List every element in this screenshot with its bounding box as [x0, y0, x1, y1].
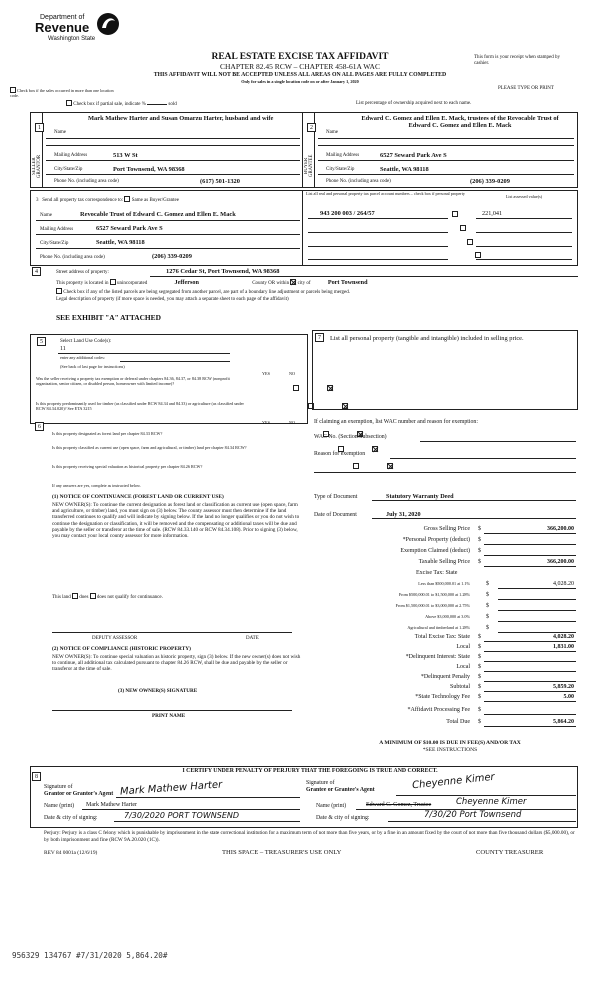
- section-3-name-label: Name: [40, 213, 52, 218]
- tax-taxable-value[interactable]: 366,200.00: [547, 559, 574, 565]
- section-5-q1-yes[interactable]: [293, 385, 299, 391]
- land-does-not-checkbox[interactable]: [90, 593, 96, 599]
- section-3-mailing[interactable]: 6527 Seward Park Ave S: [96, 225, 163, 232]
- print-name-label: PRINT NAME: [152, 713, 186, 719]
- city-name[interactable]: Port Townsend: [327, 279, 368, 286]
- technology-fee-label: *State Technology Fee: [415, 694, 470, 700]
- tax-gross-value[interactable]: 366,200.00: [547, 526, 574, 532]
- subtotal-value[interactable]: 5,859.20: [553, 684, 574, 690]
- delinquent-state-label: *Delinquent Interest: State: [405, 654, 470, 660]
- section-4-num: 4: [32, 267, 41, 276]
- section-6-if-yes: If any answers are yes, complete as instructed below.: [52, 483, 141, 488]
- unincorporated-checkbox[interactable]: [110, 279, 116, 285]
- section-6-yes-header: YES: [262, 420, 270, 425]
- parcel-number[interactable]: 943 200 003 / 264/57: [320, 210, 375, 217]
- county-name[interactable]: Jefferson: [174, 279, 199, 286]
- section-6-q3: Is this property receiving special valuation as historical property per chapter 84.26 RCW?: [52, 464, 203, 469]
- technology-fee-value[interactable]: 5.00: [563, 694, 574, 700]
- logo-line-state: Washington State: [48, 36, 96, 42]
- delinquent-local-label: Local: [456, 664, 470, 670]
- form-warning: THIS AFFIDAVIT WILL NOT BE ACCEPTED UNLESS ALL AREAS ON ALL PAGES ARE FULLY COMPLETED: [153, 72, 447, 78]
- assessed-header: List assessed value(s): [505, 194, 543, 199]
- tax-gross-label: Gross Selling Price: [423, 526, 470, 532]
- grantor-sig-label: Signature of Grantor or Grantor's Agent: [44, 784, 114, 797]
- grantor-date-city[interactable]: 7/30/2020 PORT TOWNSEND: [124, 811, 240, 820]
- seller-name[interactable]: Mark Mathew Harter and Susan Omarzu Harter, husband and wife: [88, 115, 274, 122]
- new-owner-signature-label: (3) NEW OWNER(S) SIGNATURE: [118, 688, 198, 694]
- section-6-q3-no[interactable]: [387, 463, 393, 469]
- grantor-name-label: Name (print): [44, 803, 75, 809]
- seller-city[interactable]: Port Townsend, WA 98368: [113, 166, 185, 173]
- bracket-4-label: Above $3,000,000 at 3.0%: [425, 614, 470, 619]
- partial-sale-checkbox[interactable]: [66, 100, 72, 106]
- notice-2-title: (2) NOTICE OF COMPLIANCE (HISTORIC PROPERTY): [52, 646, 191, 652]
- logo-line-revenue: Revenue: [35, 20, 90, 35]
- reason-label: Reason for exemption: [314, 451, 366, 457]
- buyer-mailing[interactable]: 6527 Seward Park Ave S: [380, 152, 447, 159]
- total-state-label: Total Excise Tax: State: [414, 634, 470, 640]
- tax-exemption-label: Exemption Claimed (deduct): [400, 548, 470, 554]
- wac-claim-label: If claiming an exemption, list WAC number and reason for exemption:: [314, 419, 478, 425]
- type-or-print: PLEASE TYPE OR PRINT: [498, 86, 554, 91]
- buyer-side-label: BUYER GRANTEE: [304, 154, 314, 178]
- wac-no-label: WAC No. (Section/Subsection): [314, 434, 387, 440]
- receipt-note: This form is your receipt when stamped by cashier.: [474, 55, 560, 66]
- notice-1-title: (1) NOTICE OF CONTINUANCE (FOREST LAND OR CURRENT USE): [52, 494, 224, 500]
- parcel-3-personal-checkbox[interactable]: [467, 239, 473, 245]
- see-back-note: (See back of last page for instructions): [60, 364, 125, 369]
- logo-line-dept: Department of: [40, 14, 85, 21]
- qualify-row: This land does does not qualify for continuance.: [52, 595, 163, 600]
- segregated-row: Check box if any of the listed parcels are being segregated from another parcel, are part of a boundary line adjustment or parcels being merged.: [56, 288, 576, 296]
- grantee-date-label: Date & city of signing:: [316, 815, 370, 821]
- street-address[interactable]: 1276 Cedar St, Port Townsend, WA 98368: [166, 268, 280, 275]
- cashier-stamp: 956329 134767 #7/31/2020 5,864.20#: [12, 951, 168, 960]
- section-3-city-label: City/State/Zip: [40, 241, 69, 246]
- section-6-q2: Is this property classified as current use (open space, farm and agricultural, or timber) land per chapter 84.34 RCW?: [52, 445, 247, 450]
- ownership-note: List percentage of ownership acquired next to each name.: [356, 101, 472, 106]
- grantor-date-label: Date & city of signing:: [44, 815, 98, 821]
- section-3-city[interactable]: Seattle, WA 98118: [96, 239, 145, 246]
- legal-exhibit: SEE EXHIBIT "A" ATTACHED: [56, 313, 161, 322]
- seller-name-label: Name: [54, 130, 66, 135]
- buyer-city[interactable]: Seattle, WA 98118: [380, 166, 429, 173]
- within-city-checkbox[interactable]: [290, 279, 296, 285]
- local-tax-value[interactable]: 1,831.00: [553, 644, 574, 650]
- excise-state-label: Excise Tax: State: [416, 570, 458, 576]
- parcel-header: List all real and personal property tax parcel account numbers – check box if personal property: [306, 191, 465, 196]
- multiple-location-checkbox[interactable]: [10, 87, 16, 93]
- seller-mailing[interactable]: 513 W St: [113, 152, 138, 159]
- seller-city-label: City/State/Zip: [54, 167, 83, 172]
- land-use-label: Select Land Use Code(s):: [60, 339, 112, 344]
- section-7-num: 7: [315, 333, 324, 342]
- grantor-signature[interactable]: Mark Mathew Harter: [119, 779, 223, 798]
- bracket-3-label: From $1,500,000.01 to $3,000,000 at 2.75%: [395, 603, 470, 608]
- see-instructions-note: *SEE INSTRUCTIONS: [422, 747, 478, 753]
- street-label: Street address of property:: [56, 270, 109, 275]
- section-3-label: 3 Send all property tax correspondence to: Same as Buyer/Grantee: [36, 198, 179, 203]
- section-8-num: 8: [32, 772, 41, 781]
- parcel-4-personal-checkbox[interactable]: [475, 252, 481, 258]
- seller-phone-label: Phone No. (including area code): [54, 179, 119, 184]
- doc-type-value[interactable]: Statutory Warranty Deed: [386, 493, 454, 500]
- grantor-name[interactable]: Mark Mathew Harter: [86, 802, 137, 808]
- perjury-statement: Perjury: Perjury is a class C felony which is punishable by imprisonment in the state correctional institution for a maximum term of not more than five years, or by a fine in an amount fixed by the court of not more than five thousand dollars ($5,000.00), or by both imprisonment and fine (RCW 9A.20.020 (1C)).: [44, 830, 575, 843]
- notice-1-body: NEW OWNER(S): To continue the current designation as forest land or classification as current use (open space, farm and agriculture, or timber) land, you must sign on (3) below. The county assessor must then determine if the land transferred continues to qualify and will indicate by signing below. If the land no longer qualifies or you do not wish to continue the designation or classification, it will be removed and the compensating or additional taxes will be due and payable by the seller or transferor at the time of sale. (RCW 84.33.140 or RCW 84.34.108). Prior to signing (3) below, you may contact your local county assessor for more information.: [52, 502, 300, 540]
- section-5-yes-header: YES: [262, 371, 270, 376]
- section-5-q2: Is this property predominantly used for timber (as classified under RCW 84.34 and 84.33) or agriculture (as classified under RCW 84.34.020)? See ETA 3215: [36, 401, 244, 411]
- section-6-q1: Is this property designated as forest land per chapter 84.33 RCW?: [52, 431, 163, 436]
- section-6-q3-yes[interactable]: [353, 463, 359, 469]
- grantee-name-handwritten[interactable]: Cheyenne Kimer: [456, 797, 527, 807]
- total-due-value[interactable]: 5,864.20: [553, 719, 574, 725]
- doc-date-label: Date of Document: [314, 512, 357, 518]
- tax-taxable-label: Taxable Selling Price: [418, 559, 470, 565]
- dor-swirl-icon: [96, 12, 120, 36]
- treasurer-use-only: THIS SPACE – TREASURER'S USE ONLY: [222, 849, 342, 856]
- bracket-2-label: From $500,000.01 to $1,500,000 at 1.28%: [398, 592, 470, 597]
- section-5-no-header: NO: [288, 371, 296, 376]
- doc-date-value[interactable]: July 31, 2020: [386, 511, 421, 518]
- delinquent-penalty-label: *Delinquent Penalty: [420, 674, 470, 680]
- seller-phone[interactable]: (617) 501-1320: [200, 178, 240, 185]
- grantee-sig-label: Signature of Grantee or Grantee's Agent: [306, 780, 375, 793]
- section-1-num: 1: [35, 123, 44, 132]
- section-3-phone[interactable]: (206) 339-0209: [152, 253, 192, 260]
- form-revision: REV 84 0001a (12/6/19): [44, 850, 98, 856]
- county-treasurer-label: COUNTY TREASURER: [476, 849, 544, 856]
- total-state-value[interactable]: 4,028.20: [553, 634, 574, 640]
- land-use-code[interactable]: 11: [60, 346, 66, 352]
- deputy-date-label: DATE: [246, 636, 259, 641]
- form-chapter: CHAPTER 82.45 RCW – CHAPTER 458-61A WAC: [220, 62, 380, 71]
- subtotal-label: Subtotal: [449, 684, 470, 690]
- notice-2-body: NEW OWNER(S): To continue special valuation as historic property, sign (3) below. If the new owner(s) does not wish to continue, all additional tax calculated pursuant to chapter 84.26 RCW, shall be due and payable by the seller or transferor at the time of sale.: [52, 654, 301, 673]
- section-6-q2-no[interactable]: [372, 446, 378, 452]
- multiple-location-check[interactable]: Check box if the sales occurred in more than one location code.: [10, 88, 114, 98]
- buyer-name-label: Name: [326, 130, 338, 135]
- minimum-due-note: A MINIMUM OF $10.00 IS DUE IN FEE(S) AND/OR TAX: [379, 740, 521, 746]
- tax-personal-label: *Personal Property (deduct): [402, 537, 470, 543]
- section-3-name[interactable]: Revocable Trust of Edward C. Gomez and Ellen E. Mack: [80, 211, 236, 218]
- section-5-q1: Was the seller receiving a property tax exemption or deferral under chapters 84.36, 84.37, or 84.38 RCW (nonprofit organization, senior citizen, or disabled person, homeowner with limited income)?: [36, 376, 230, 386]
- grantee-signature[interactable]: Cheyenne Kimer: [411, 771, 496, 792]
- located-in-row: This property is located in unincorporated Jefferson County OR within city of Port Townsend: [56, 279, 368, 286]
- assessed-value[interactable]: 221,041: [482, 210, 503, 217]
- grantee-name[interactable]: Edward C. Gomez, Trustee: [366, 802, 432, 808]
- section-3-mailing-label: Mailing Address: [40, 227, 74, 232]
- partial-sale-check[interactable]: Check box if partial sale, indicate % sold: [66, 100, 177, 108]
- buyer-mailing-label: Mailing Address: [326, 153, 360, 158]
- processing-fee-label: *Affidavit Processing Fee: [407, 707, 470, 713]
- total-due-label: Total Due: [446, 719, 470, 725]
- buyer-city-label: City/State/Zip: [326, 167, 355, 172]
- section-6-num: 6: [35, 422, 44, 431]
- buyer-phone[interactable]: (206) 339-0209: [470, 178, 510, 185]
- buyer-phone-label: Phone No. (including area code): [326, 179, 391, 184]
- local-tax-label: Local: [456, 644, 470, 650]
- legal-description-label: Legal description of property (if more space is needed, you may attach a separate sheet to each page of the affidavit): [56, 297, 289, 302]
- land-does-checkbox[interactable]: [72, 593, 78, 599]
- section-6-no-header: NO: [288, 420, 296, 425]
- bracket-1-label: Less than $500,000.01 at 1.1%: [418, 581, 470, 586]
- deputy-assessor-label: DEPUTY ASSESSOR: [92, 636, 138, 641]
- form-title: REAL ESTATE EXCISE TAX AFFIDAVIT: [211, 52, 389, 62]
- parcel-2-personal-checkbox[interactable]: [460, 225, 466, 231]
- seller-side-label: SELLER GRANTOR: [32, 154, 42, 178]
- grantee-date-city[interactable]: 7/30/20 Port Townsend: [424, 810, 522, 820]
- same-as-buyer-checkbox[interactable]: [124, 196, 130, 202]
- seller-mailing-label: Mailing Address: [54, 153, 88, 158]
- certify-statement: I CERTIFY UNDER PENALTY OF PERJURY THAT THE FOREGOING IS TRUE AND CORRECT.: [182, 768, 438, 774]
- bracket-1-value[interactable]: 4,028.20: [553, 581, 574, 587]
- section-3-phone-label: Phone No. (including area code): [40, 255, 105, 260]
- section-2-num: 2: [307, 123, 316, 132]
- dor-logo: [30, 10, 120, 46]
- bracket-5-label: Agricultural and timberland at 1.28%: [407, 625, 470, 630]
- parcel-1-personal-checkbox[interactable]: [452, 211, 458, 217]
- buyer-name[interactable]: Edward C. Gomez and Ellen E. Mack, trustees of the Revocable Trust of Edward C. Gomez and Ellen E. Mack: [361, 115, 559, 130]
- additional-codes-label: enter any additional codes:: [60, 355, 105, 360]
- section-5-num: 5: [37, 337, 46, 346]
- grantee-name-label: Name (print): [316, 803, 347, 809]
- doc-type-label: Type of Document: [314, 494, 358, 500]
- segregated-checkbox[interactable]: [56, 288, 62, 294]
- personal-property-label: List all personal property (tangible and intangible) included in selling price.: [330, 335, 524, 342]
- form-only-for: Only for sales in a single location code on or after January 1, 2020: [241, 79, 359, 84]
